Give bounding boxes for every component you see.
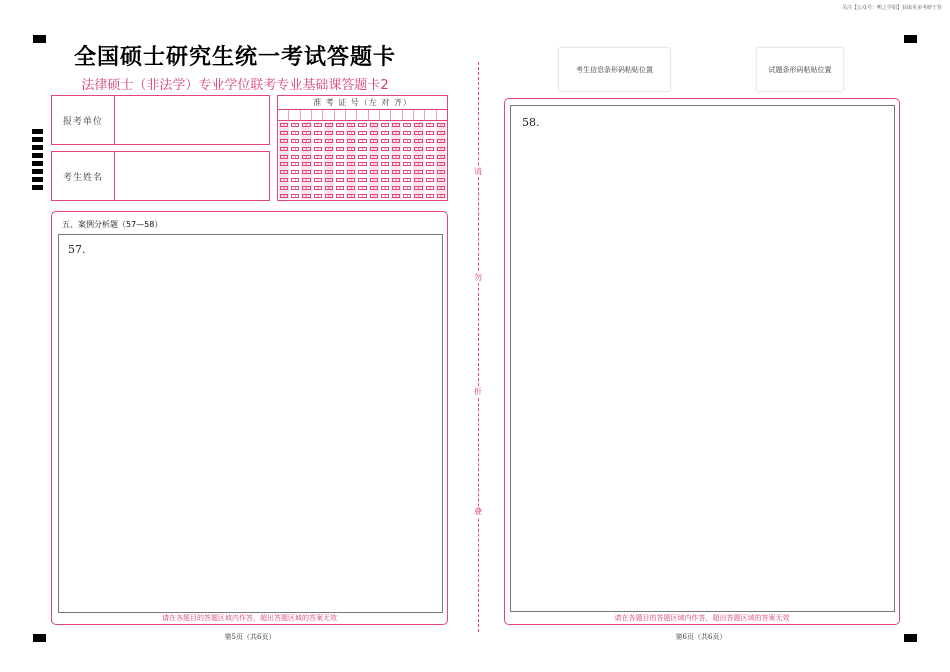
- admission-write-cell[interactable]: [357, 110, 368, 120]
- admission-bubble[interactable]: 4: [336, 155, 344, 159]
- admission-bubble[interactable]: 3: [280, 147, 288, 151]
- admission-title: 准 考 证 号（左 对 齐）: [278, 96, 447, 110]
- admission-bubble[interactable]: 6: [403, 170, 411, 174]
- admission-bubble[interactable]: 2: [314, 139, 322, 143]
- admission-bubble[interactable]: 7: [381, 178, 389, 182]
- admission-bubble[interactable]: 8: [336, 186, 344, 190]
- admission-bubble[interactable]: 9: [403, 194, 411, 198]
- admission-bubble[interactable]: 0: [403, 123, 411, 127]
- admission-write-cell[interactable]: [335, 110, 346, 120]
- admission-bubble[interactable]: 4: [381, 155, 389, 159]
- admission-bubble[interactable]: 5: [370, 162, 378, 166]
- admission-bubble[interactable]: 9: [381, 194, 389, 198]
- corner-marker-bottom-left: [33, 634, 46, 642]
- admission-bubble[interactable]: 1: [370, 131, 378, 135]
- admission-write-cell[interactable]: [278, 110, 289, 120]
- admission-bubble[interactable]: 5: [347, 162, 355, 166]
- admission-bubble[interactable]: 0: [336, 123, 344, 127]
- top-note: 关注【公众号：鸭之学姐】获取更多考研干货: [841, 5, 942, 11]
- admission-bubble[interactable]: 1: [358, 131, 366, 135]
- admission-bubble[interactable]: 6: [414, 170, 422, 174]
- admission-bubble[interactable]: 8: [403, 186, 411, 190]
- admission-bubble[interactable]: 3: [392, 147, 400, 151]
- admission-column: [346, 122, 356, 199]
- admission-bubble[interactable]: 8: [280, 186, 288, 190]
- admission-bubble[interactable]: 7: [314, 178, 322, 182]
- admission-bubble[interactable]: 0: [347, 123, 355, 127]
- admission-column: [279, 122, 289, 199]
- admission-bubble[interactable]: 7: [336, 178, 344, 182]
- info-value-unit[interactable]: [115, 96, 269, 144]
- admission-write-cell[interactable]: [380, 110, 391, 120]
- admission-bubble[interactable]: 7: [347, 178, 355, 182]
- admission-bubble[interactable]: 6: [325, 170, 333, 174]
- right-page-footer: 第6页（共6页）: [675, 633, 727, 641]
- admission-bubble[interactable]: 9: [336, 194, 344, 198]
- admission-bubble[interactable]: 0: [381, 123, 389, 127]
- admission-write-row[interactable]: [278, 110, 447, 121]
- right-answer-section: [504, 98, 900, 625]
- admission-bubble[interactable]: 8: [381, 186, 389, 190]
- admission-bubble[interactable]: 9: [347, 194, 355, 198]
- admission-bubble[interactable]: 1: [381, 131, 389, 135]
- admission-bubble[interactable]: 5: [381, 162, 389, 166]
- admission-bubble[interactable]: 9: [325, 194, 333, 198]
- info-value-name[interactable]: [115, 152, 269, 200]
- admission-column: [335, 122, 345, 199]
- admission-bubble[interactable]: 4: [358, 155, 366, 159]
- admission-bubble[interactable]: 9: [280, 194, 288, 198]
- page-title: 全国硕士研究生统一考试答题卡: [73, 44, 396, 70]
- corner-marker-top-right: [904, 35, 917, 43]
- admission-bubble[interactable]: 0: [280, 123, 288, 127]
- admission-bubble[interactable]: 2: [426, 139, 434, 143]
- admission-bubble[interactable]: 3: [381, 147, 389, 151]
- admission-bubble[interactable]: 3: [370, 147, 378, 151]
- admission-bubble[interactable]: 8: [370, 186, 378, 190]
- admission-bubble-grid[interactable]: [279, 122, 446, 199]
- admission-column: [380, 122, 390, 199]
- admission-column: [391, 122, 401, 199]
- admission-column: [290, 122, 300, 199]
- admission-write-cell[interactable]: [301, 110, 312, 120]
- admission-bubble[interactable]: 7: [291, 178, 299, 182]
- admission-column: [301, 122, 311, 199]
- admission-bubble[interactable]: 7: [403, 178, 411, 182]
- info-field-unit[interactable]: [51, 95, 270, 145]
- admission-bubble[interactable]: 2: [403, 139, 411, 143]
- admission-column: [369, 122, 379, 199]
- admission-bubble[interactable]: 1: [291, 131, 299, 135]
- barcode-area-candidate: 考生信息条形码粘贴位置: [558, 47, 671, 92]
- fold-char-1: 请: [474, 167, 482, 176]
- admission-bubble[interactable]: 6: [392, 170, 400, 174]
- question-number-58: 58.: [522, 116, 540, 129]
- admission-bubble[interactable]: 5: [291, 162, 299, 166]
- admission-column: [413, 122, 423, 199]
- page-subtitle: 法律硕士（非法学）专业学位联考专业基础课答题卡2: [81, 78, 389, 93]
- admission-bubble[interactable]: 5: [302, 162, 310, 166]
- admission-bubble[interactable]: 9: [392, 194, 400, 198]
- left-answer-section: [51, 211, 448, 625]
- admission-bubble[interactable]: 0: [358, 123, 366, 127]
- admission-bubble[interactable]: 6: [358, 170, 366, 174]
- admission-column: [313, 122, 323, 199]
- admission-bubble[interactable]: 9: [358, 194, 366, 198]
- fold-char-2: 勿: [474, 273, 482, 282]
- admission-write-cell[interactable]: [289, 110, 300, 120]
- admission-bubble[interactable]: 8: [392, 186, 400, 190]
- admission-bubble[interactable]: 7: [392, 178, 400, 182]
- admission-bubble[interactable]: 0: [302, 123, 310, 127]
- admission-bubble[interactable]: 7: [302, 178, 310, 182]
- admission-bubble[interactable]: 5: [414, 162, 422, 166]
- admission-bubble[interactable]: 8: [291, 186, 299, 190]
- fold-char-3: 折: [474, 387, 482, 396]
- admission-bubble[interactable]: 4: [325, 155, 333, 159]
- admission-bubble[interactable]: 7: [280, 178, 288, 182]
- admission-bubble[interactable]: 3: [291, 147, 299, 151]
- admission-bubble[interactable]: 0: [325, 123, 333, 127]
- admission-bubble[interactable]: 3: [358, 147, 366, 151]
- admission-bubble[interactable]: 4: [414, 155, 422, 159]
- admission-bubble[interactable]: 4: [437, 155, 445, 159]
- info-label-unit: 报考单位: [52, 96, 115, 144]
- info-field-name[interactable]: [51, 151, 270, 201]
- admission-bubble[interactable]: 9: [437, 194, 445, 198]
- admission-bubble[interactable]: 2: [414, 139, 422, 143]
- admission-bubble[interactable]: 2: [302, 139, 310, 143]
- admission-bubble[interactable]: 6: [347, 170, 355, 174]
- admission-column: [402, 122, 412, 199]
- admission-column: [357, 122, 367, 199]
- admission-bubble[interactable]: 8: [414, 186, 422, 190]
- admission-bubble[interactable]: 9: [426, 194, 434, 198]
- admission-bubble[interactable]: 3: [314, 147, 322, 151]
- admission-bubble[interactable]: 3: [403, 147, 411, 151]
- admission-bubble[interactable]: 8: [347, 186, 355, 190]
- admission-bubble[interactable]: 2: [437, 139, 445, 143]
- admission-bubble[interactable]: 6: [370, 170, 378, 174]
- admission-bubble[interactable]: 6: [291, 170, 299, 174]
- admission-bubble[interactable]: 4: [403, 155, 411, 159]
- admission-bubble[interactable]: 2: [280, 139, 288, 143]
- admission-bubble[interactable]: 7: [414, 178, 422, 182]
- admission-bubble[interactable]: 1: [392, 131, 400, 135]
- admission-bubble[interactable]: 2: [370, 139, 378, 143]
- admission-bubble[interactable]: 5: [392, 162, 400, 166]
- admission-bubble[interactable]: 4: [426, 155, 434, 159]
- right-notice: 请在各题目的答题区域内作答，超出答题区域的答案无效: [614, 614, 790, 622]
- info-label-name: 考生姓名: [52, 152, 115, 200]
- admission-bubble[interactable]: 4: [291, 155, 299, 159]
- admission-column: [425, 122, 435, 199]
- admission-bubble[interactable]: 1: [280, 131, 288, 135]
- admission-column: [436, 122, 446, 199]
- admission-bubble[interactable]: 5: [336, 162, 344, 166]
- admission-bubble[interactable]: 4: [314, 155, 322, 159]
- admission-bubble[interactable]: 1: [403, 131, 411, 135]
- admission-bubble[interactable]: 4: [302, 155, 310, 159]
- admission-write-cell[interactable]: [414, 110, 425, 120]
- admission-bubble[interactable]: 3: [347, 147, 355, 151]
- admission-bubble[interactable]: 8: [358, 186, 366, 190]
- admission-bubble[interactable]: 6: [280, 170, 288, 174]
- admission-bubble[interactable]: 4: [280, 155, 288, 159]
- admission-bubble[interactable]: 1: [336, 131, 344, 135]
- admission-bubble[interactable]: 3: [302, 147, 310, 151]
- left-notice: 请在各题目的答题区域内作答，超出答题区域的答案无效: [162, 614, 337, 622]
- admission-bubble[interactable]: 7: [426, 178, 434, 182]
- admission-bubble[interactable]: 3: [426, 147, 434, 151]
- admission-bubble[interactable]: 7: [358, 178, 366, 182]
- admission-bubble[interactable]: 5: [426, 162, 434, 166]
- left-page-footer: 第5页（共6页）: [224, 633, 276, 641]
- barcode-area-question: 试题条形码粘贴位置: [756, 47, 844, 92]
- admission-bubble[interactable]: 0: [291, 123, 299, 127]
- admission-bubble[interactable]: 0: [414, 123, 422, 127]
- admission-bubble[interactable]: 4: [392, 155, 400, 159]
- admission-bubble[interactable]: 9: [314, 194, 322, 198]
- admission-bubble[interactable]: 8: [437, 186, 445, 190]
- admission-bubble[interactable]: 1: [347, 131, 355, 135]
- admission-bubble[interactable]: 2: [347, 139, 355, 143]
- admission-bubble[interactable]: 9: [302, 194, 310, 198]
- fold-char-4: 叠: [474, 507, 482, 516]
- admission-bubble[interactable]: 5: [325, 162, 333, 166]
- admission-bubble[interactable]: 5: [358, 162, 366, 166]
- admission-bubble[interactable]: 5: [403, 162, 411, 166]
- admission-bubble[interactable]: 6: [381, 170, 389, 174]
- admission-bubble[interactable]: 0: [314, 123, 322, 127]
- admission-bubble[interactable]: 1: [414, 131, 422, 135]
- admission-bubble[interactable]: 7: [325, 178, 333, 182]
- admission-bubble[interactable]: 2: [358, 139, 366, 143]
- admission-bubble[interactable]: 5: [437, 162, 445, 166]
- admission-write-cell[interactable]: [346, 110, 357, 120]
- admission-bubble[interactable]: 1: [437, 131, 445, 135]
- admission-bubble[interactable]: 0: [370, 123, 378, 127]
- answer-area-57[interactable]: [58, 234, 443, 613]
- admission-bubble[interactable]: 9: [370, 194, 378, 198]
- admission-bubble[interactable]: 6: [426, 170, 434, 174]
- admission-bubble[interactable]: 7: [437, 178, 445, 182]
- corner-marker-bottom-right: [904, 634, 917, 642]
- side-timing-marks: [32, 129, 43, 193]
- admission-bubble[interactable]: 0: [426, 123, 434, 127]
- admission-bubble[interactable]: 4: [370, 155, 378, 159]
- admission-bubble[interactable]: 2: [392, 139, 400, 143]
- admission-write-cell[interactable]: [369, 110, 380, 120]
- admission-bubble[interactable]: 2: [336, 139, 344, 143]
- admission-write-cell[interactable]: [425, 110, 436, 120]
- admission-bubble[interactable]: 3: [325, 147, 333, 151]
- admission-bubble[interactable]: 3: [414, 147, 422, 151]
- admission-bubble[interactable]: 1: [302, 131, 310, 135]
- admission-bubble[interactable]: 0: [437, 123, 445, 127]
- admission-bubble[interactable]: 6: [437, 170, 445, 174]
- admission-bubble[interactable]: 5: [280, 162, 288, 166]
- section-label: 五、案例分析题（57—58）: [62, 220, 163, 229]
- admission-bubble[interactable]: 8: [314, 186, 322, 190]
- admission-bubble[interactable]: 6: [314, 170, 322, 174]
- admission-write-cell[interactable]: [391, 110, 402, 120]
- admission-bubble[interactable]: 6: [302, 170, 310, 174]
- admission-bubble[interactable]: 1: [426, 131, 434, 135]
- admission-write-cell[interactable]: [312, 110, 323, 120]
- admission-bubble[interactable]: 2: [291, 139, 299, 143]
- admission-column: [324, 122, 334, 199]
- question-number-57: 57.: [68, 243, 86, 256]
- admission-bubble[interactable]: 8: [426, 186, 434, 190]
- answer-area-58[interactable]: [510, 105, 895, 612]
- fold-line: [478, 62, 479, 632]
- admission-bubble[interactable]: 3: [336, 147, 344, 151]
- admission-number-box: [277, 95, 448, 201]
- admission-bubble[interactable]: 7: [370, 178, 378, 182]
- admission-bubble[interactable]: 1: [314, 131, 322, 135]
- admission-write-cell[interactable]: [403, 110, 414, 120]
- admission-bubble[interactable]: 5: [314, 162, 322, 166]
- admission-bubble[interactable]: 0: [392, 123, 400, 127]
- admission-bubble[interactable]: 9: [291, 194, 299, 198]
- admission-bubble[interactable]: 8: [325, 186, 333, 190]
- admission-bubble[interactable]: 1: [325, 131, 333, 135]
- admission-bubble[interactable]: 3: [437, 147, 445, 151]
- admission-bubble[interactable]: 8: [302, 186, 310, 190]
- admission-write-cell[interactable]: [437, 110, 447, 120]
- admission-bubble[interactable]: 2: [381, 139, 389, 143]
- admission-write-cell[interactable]: [323, 110, 334, 120]
- admission-bubble[interactable]: 6: [336, 170, 344, 174]
- admission-bubble[interactable]: 4: [347, 155, 355, 159]
- admission-bubble[interactable]: 2: [325, 139, 333, 143]
- admission-bubble[interactable]: 9: [414, 194, 422, 198]
